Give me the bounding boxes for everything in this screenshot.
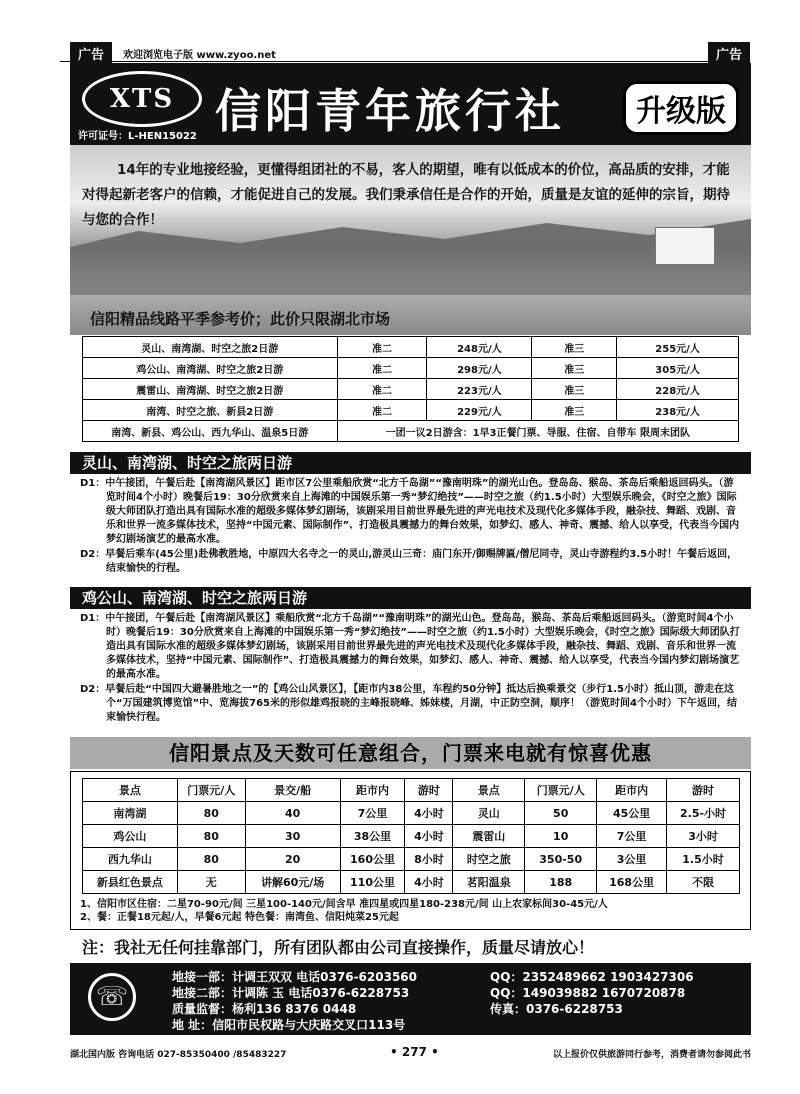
table-cell: 无: [177, 871, 245, 894]
table-row: [83, 802, 740, 825]
table-row: [83, 358, 739, 379]
route-desc: 一团一议2日游含：1早3正餐门票、导服、住宿、自带车 限周末团队: [337, 421, 738, 442]
ad-tag-left: 广告: [70, 42, 112, 65]
table-header: 游时: [405, 779, 453, 802]
section2-day1: D1：中午接团，午餐后赴【南湾湖风景区】乘船欣赏“北方千岛湖”“豫南明珠”的湖光山色。登岛岛，猴岛、茶岛后乘船返回码头。（游览时间4个小时）晚餐后19：30分欣赏来自上海滩的中国娱乐第一秀“梦幻绝技”——时空之旅（约1.5小时）大型娱乐晚会，《时空之旅》国际级大师团队打造出具有国际水准的超级多媒体梦幻剧场，该剧采用目前世界最先进的声光电技术及现代化多媒体手段，融杂技、舞蹈、戏剧、音乐和世界一流多媒体技术，坚持“中国元素、国际制作”、打造极具震撼力的舞台效果，如梦幻、感人、神奇、震撼、给人以享受，代表当今国内梦幻剧场演艺的最高水准。: [80, 613, 740, 680]
table-header: 距市内: [597, 779, 667, 802]
table-header: 距市内: [340, 779, 405, 802]
room-type: 准二: [337, 337, 427, 358]
table-cell: 1.5小时: [667, 848, 740, 871]
table-cell: 西九华山: [83, 848, 178, 871]
table-cell: 10: [525, 825, 597, 848]
agency-logo-icon: XTS: [82, 71, 202, 127]
table-cell: 3公里: [597, 848, 667, 871]
note-meals: 2、餐：正餐18元起/人，早餐6元起 特色餐：南湾鱼、信阳炖菜25元起: [80, 912, 399, 923]
contact-panel: [70, 963, 751, 1035]
route-name: 灵山、南湾湖、时空之旅2日游: [83, 337, 338, 358]
table-row: [83, 337, 739, 358]
section2-itinerary: [80, 612, 740, 726]
table-cell: 新县红色景点: [83, 871, 178, 894]
quality-notice: 注：我社无任何挂靠部门，所有团队都由公司直接操作，质量尽请放心！: [82, 938, 595, 957]
table-cell: 40: [245, 802, 340, 825]
contact-qq-2: QQ：149039882 1670720878: [490, 986, 686, 1000]
section1-itinerary: [80, 477, 740, 577]
table-cell: 45公里: [597, 802, 667, 825]
room-type: 准二: [337, 400, 427, 421]
routes-table: [82, 336, 739, 442]
contact-address: 地 址：信阳市民权路与大庆路交叉口113号: [172, 1018, 406, 1032]
table-cell: 80: [177, 848, 245, 871]
table-cell: 3小时: [667, 825, 740, 848]
route-name: 鸡公山、南湾湖、时空之旅2日游: [83, 358, 338, 379]
license-number: 许可证号：L-HEN15022: [78, 131, 197, 142]
ad-tag-right: 广告: [708, 42, 750, 65]
route-price: 223元/人: [427, 379, 532, 400]
room-type: 准三: [532, 337, 617, 358]
table-cell: 160公里: [340, 848, 405, 871]
phone-icon: ☏: [88, 973, 136, 1021]
route-price: 248元/人: [427, 337, 532, 358]
footer-disclaimer: 以上报价仅供旅游同行参考，消费者请勿参阅此书: [552, 1050, 751, 1060]
table-row: [83, 400, 739, 421]
table-cell: 鸡公山: [83, 825, 178, 848]
table-cell: 7公里: [340, 802, 405, 825]
table-cell: 80: [177, 825, 245, 848]
room-type: 准三: [532, 400, 617, 421]
table-row: [83, 825, 740, 848]
table-header-row: [83, 779, 740, 802]
table-header: 游时: [667, 779, 740, 802]
table-header: 景交/船: [245, 779, 340, 802]
table-cell: 4小时: [405, 825, 453, 848]
route-name: 南湾、新县、鸡公山、西九华山、温泉5日游: [83, 421, 338, 442]
table-header: 门票元/人: [177, 779, 245, 802]
route-name: 南湾、时空之旅、新县2日游: [83, 400, 338, 421]
table-row: [83, 871, 740, 894]
note-lodging: 1、信阳市区住宿：二星70-90元/间 三星100-140元/间含早 准四星或四星180-238元/间 山上农家标间30-45元/人: [80, 899, 608, 910]
table-cell: 110公里: [340, 871, 405, 894]
section1-day1: D1：中午接团，午餐后赴【南湾湖风景区】距市区7公里乘船欣赏“北方千岛湖”“豫南明珠”的湖光山色。登岛岛、猴岛、茶岛后乘船返回码头。（游览时间4个小时）晚餐后19：30分欣赏来自上海滩的中国娱乐第一秀“梦幻绝技”——时空之旅（约1.5小时）大型娱乐晚会，《时空之旅》国际级大师团队打造出具有国际水准的超级多媒体梦幻剧场，该剧采用目前世界最先进的声光电技术及现代化多媒体手段，融杂技、舞蹈、戏剧、音乐和世界一流多媒体技术，坚持“中国元素、国际制作”、打造极具震撼力的舞台效果，如梦幻、感人、神奇、震撼、给人以享受，代表当今国内梦幻剧场演艺的最高水准。: [80, 478, 740, 545]
table-cell: 50: [525, 802, 597, 825]
route-price: 238元/人: [617, 400, 739, 421]
routes-title: 信阳精品线路平季参考价；此价只限湖北市场: [90, 310, 391, 328]
section2-title: 鸡公山、南湾湖、时空之旅两日游: [70, 587, 751, 609]
upgrade-badge: 升级版: [623, 81, 739, 135]
table-cell: 时空之旅: [453, 848, 525, 871]
room-type: 准二: [337, 358, 427, 379]
table-cell: 38公里: [340, 825, 405, 848]
section2-day2: D2：早餐后赴“中国四大避暑胜地之一”的【鸡公山风景区】，【距市内38公里，车程约50分钟】抵达后换乘景交（步行1.5小时）抵山顶，游走在这个“万国建筑博览馆”中、览海拔765米的形似雄鸡报晓的主峰报晓峰、姊妹楼，月湖，中正防空洞，顺序！（游览时间4个小时）下午返回，结束愉快行程。: [80, 684, 737, 723]
welcome-link[interactable]: 欢迎浏览电子版 www.zyoo.net: [123, 50, 276, 61]
table-cell: 茗阳温泉: [453, 871, 525, 894]
room-type: 准三: [532, 358, 617, 379]
contact-quality: 质量监督：杨利136 8376 0448: [172, 1002, 357, 1016]
table-cell: 南湾湖: [83, 802, 178, 825]
section1-day2: D2：早餐后乘车(45公里)赴佛教胜地，中原四大名寺之一的灵山,游灵山三奇：庙门东开/御赐牌匾/僧尼同寺，灵山寺游程约3.5小时！午餐后返回，结束愉快的行程。: [80, 549, 738, 574]
table-cell: 168公里: [597, 871, 667, 894]
table-cell: 80: [177, 802, 245, 825]
contact-dept-1: 地接一部：计调王双双 电话0376-6203560: [172, 970, 418, 984]
combo-title: 信阳景点及天数可任意组合，门票来电就有惊喜优惠: [70, 737, 751, 769]
intro-text: 14年的专业地接经验，更懂得组团社的不易，客人的期望，唯有以低成本的价位，高品质的安排，才能对得起新老客户的信赖，才能促进自己的发展。我们秉承信任是合作的开始，质量是友谊的延伸的宗旨，期待与您的合作！: [82, 162, 730, 228]
table-header: 景点: [83, 779, 178, 802]
route-price: 228元/人: [617, 379, 739, 400]
table-header: 景点: [453, 779, 525, 802]
room-type: 准二: [337, 379, 427, 400]
table-cell: 4小时: [405, 871, 453, 894]
table-row: [83, 421, 739, 442]
room-type: 准三: [532, 379, 617, 400]
contact-dept-2: 地接二部：计调陈 玉 电话0376-6228753: [172, 986, 410, 1000]
table-header: 门票元/人: [525, 779, 597, 802]
table-cell: 30: [245, 825, 340, 848]
table-cell: 震雷山: [453, 825, 525, 848]
route-name: 震雷山、南湾湖、时空之旅2日游: [83, 379, 338, 400]
section1-title: 灵山、南湾湖、时空之旅两日游: [70, 452, 751, 474]
contact-qq-1: QQ：2352489662 1903427306: [490, 970, 694, 984]
spots-table: [82, 778, 740, 894]
table-row: [83, 848, 740, 871]
table-cell: 188: [525, 871, 597, 894]
table-cell: 20: [245, 848, 340, 871]
route-price: 305元/人: [617, 358, 739, 379]
table-cell: 2.5-小时: [667, 802, 740, 825]
page-number: • 277 •: [390, 1045, 439, 1059]
table-row: [83, 379, 739, 400]
route-price: 229元/人: [427, 400, 532, 421]
header-banner: [70, 63, 751, 145]
table-cell: 不限: [667, 871, 740, 894]
contact-fax: 传真：0376-6228753: [490, 1002, 623, 1016]
table-cell: 8小时: [405, 848, 453, 871]
table-cell: 350-50: [525, 848, 597, 871]
footer-edition: 湖北国内版 咨询电话 027-85350400 /85483227: [70, 1050, 287, 1060]
agency-title: 信阳青年旅行社: [215, 84, 565, 138]
table-cell: 7公里: [597, 825, 667, 848]
route-price: 298元/人: [427, 358, 532, 379]
accommodation-notes: [80, 898, 608, 924]
table-cell: 灵山: [453, 802, 525, 825]
route-price: 255元/人: [617, 337, 739, 358]
table-cell: 4小时: [405, 802, 453, 825]
table-cell: 讲解60元/场: [245, 871, 340, 894]
